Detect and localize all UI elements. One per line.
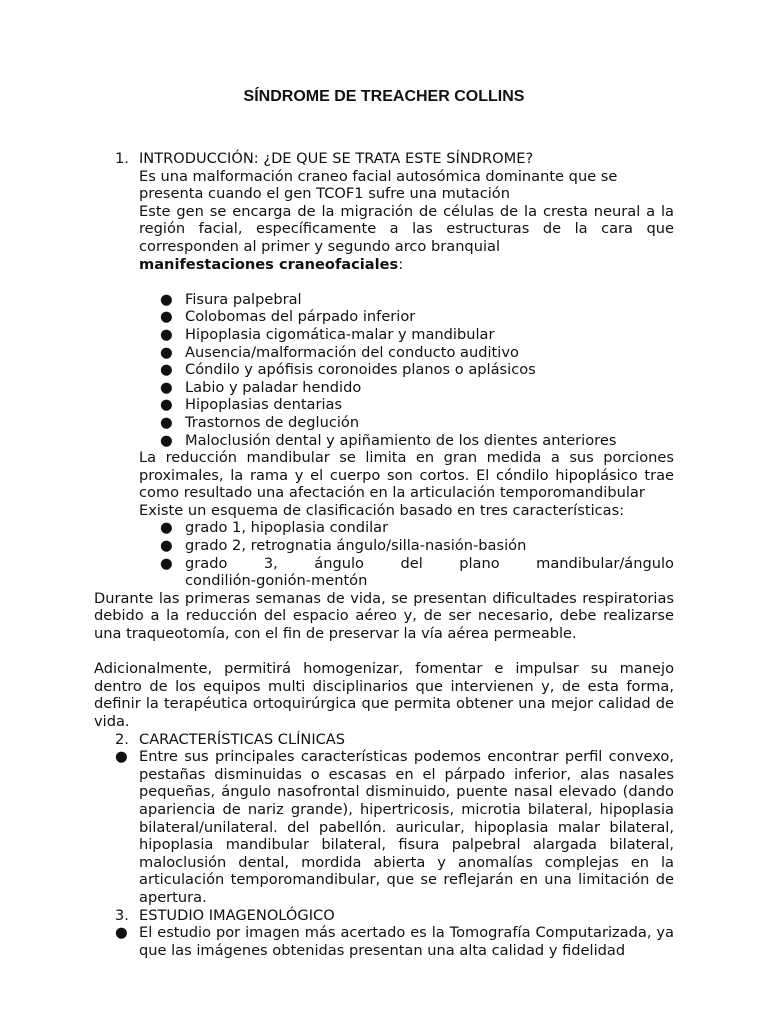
list-item [94,748,674,906]
imaging-list [94,924,674,959]
management-paragraph: Adicionalmente, permitirá homogenizar, fomentar e impulsar su manejo dentro de los equipos multi disciplinarios que intervienen y, de esta forma, definir la terapéutica ortoquirúrgica que permita obtener una mejor calidad de vida. [94,660,674,730]
manifestations-label [94,256,674,274]
bullet-icon: ● [160,290,173,308]
list-item-text: El estudio por imagen más acertado es la Tomografía Computarizada, ya que las imágenes obtenidas presentan una alta calidad y fidelidad [139,924,674,959]
gene-paragraph: Este gen se encarga de la migración de células de la cresta neural a la región facial, específicamente a las estructuras de la cara que corresponden al primer y segundo arco branquial [139,202,674,255]
list-item-text: Fisura palpebral [185,290,302,308]
list-item-text: Labio y paladar hendido [185,378,362,396]
bullet-icon: ● [115,924,128,942]
manifestations-list [94,291,674,449]
document-body [94,150,674,959]
list-item-text: Cóndilo y apófisis coronoides planos o aplásicos [185,361,536,379]
list-item [94,308,674,326]
section-number: 2. [115,730,129,748]
list-item-text: grado 3, ángulo del plano mandibular/ángulo [185,554,674,572]
list-item-text: grado 2, retrognatia ángulo/silla-nasión-basión [185,537,527,555]
list-item [94,396,674,414]
document-title: SÍNDROME DE TREACHER COLLINS [243,88,525,105]
bullet-icon: ● [160,519,173,537]
list-item-text: Colobomas del párpado inferior [185,308,416,326]
section-number: 1. [115,150,129,167]
list-item [94,379,674,397]
list-item-text: Hipoplasia cigomática-malar y mandibular [185,325,495,343]
list-item [94,414,674,432]
list-item-text: Hipoplasias dentarias [185,396,343,414]
list-item [94,344,674,362]
list-item [94,555,674,590]
bullet-icon: ● [160,554,173,572]
list-item-text: Entre sus principales características podemos encontrar perfil convexo, pestañas disminuidas o escasas en el párpado inferior, alas nasales pequeñas, ángulo nasofrontal disminuido, puente nasal elevado (dando apariencia de nariz grande), hipertricosis, microtia bilateral, hipoplasia bilateral/unilateral. del pabellón. auricular, hipoplasia malar bilateral, hipoplasia mandibular bilateral, fisura palpebral alargada bilateral, maloclusión dental, mordida abierta y anomalías complejas en la articulación temporomandibular, que se reflejarán en una limitación de apertura. [139,748,674,906]
section-number: 3. [115,906,129,924]
manifestations-label-text: manifestaciones craneofaciales [139,255,399,273]
list-item [94,361,674,379]
list-item-text-continued: condilión-gonión-mentón [185,572,368,590]
bullet-icon: ● [160,431,173,449]
label-colon: : [398,255,404,273]
bullet-icon: ● [160,361,173,379]
bullet-icon: ● [160,308,173,326]
list-item [94,924,674,959]
classification-paragraph: Existe un esquema de clasificación basado en tres características: [139,501,625,519]
bullet-icon: ● [160,378,173,396]
bullet-icon: ● [160,325,173,343]
list-item-text: Ausencia/malformación del conducto auditivo [185,343,519,361]
bullet-icon: ● [160,343,173,361]
bullet-icon: ● [160,537,173,555]
respiratory-paragraph: Durante las primeras semanas de vida, se presentan dificultades respiratorias debido a la reducción del espacio aéreo y, de ser necesario, debe realizarse una traqueotomía, con el fin de preservar la vía aérea permeable. [94,589,674,643]
intro-paragraph: Es una malformación craneo facial autosómica dominante que se presenta cuando el gen TCOF1 sufre una mutación [139,167,618,203]
clinical-list [94,748,674,906]
bullet-icon: ● [160,396,173,414]
mandibular-paragraph: La reducción mandibular se limita en gran medida a sus porciones proximales, la rama y el cuerpo son cortos. El cóndilo hipoplásico trae como resultado una afectación en la articulación temporomandibular [139,449,674,502]
section-3-heading [94,907,674,925]
section-2-heading [94,731,674,749]
list-item-text: Trastornos de deglución [185,413,360,431]
grades-list [94,519,674,589]
list-item [94,432,674,450]
list-item [94,326,674,344]
bullet-icon: ● [115,748,128,766]
section-heading-text: CARACTERÍSTICAS CLÍNICAS [139,730,346,748]
list-item [94,519,674,537]
list-item [94,537,674,555]
section-heading-text: ESTUDIO IMAGENOLÓGICO [139,906,335,924]
section-1-heading [94,150,674,168]
list-item-text: Maloclusión dental y apiñamiento de los dientes anteriores [185,431,617,449]
bullet-icon: ● [160,413,173,431]
list-item [94,291,674,309]
section-heading-text: INTRODUCCIÓN: ¿DE QUE SE TRATA ESTE SÍNDROME? [139,150,534,167]
list-item-text: grado 1, hipoplasia condilar [185,519,389,537]
